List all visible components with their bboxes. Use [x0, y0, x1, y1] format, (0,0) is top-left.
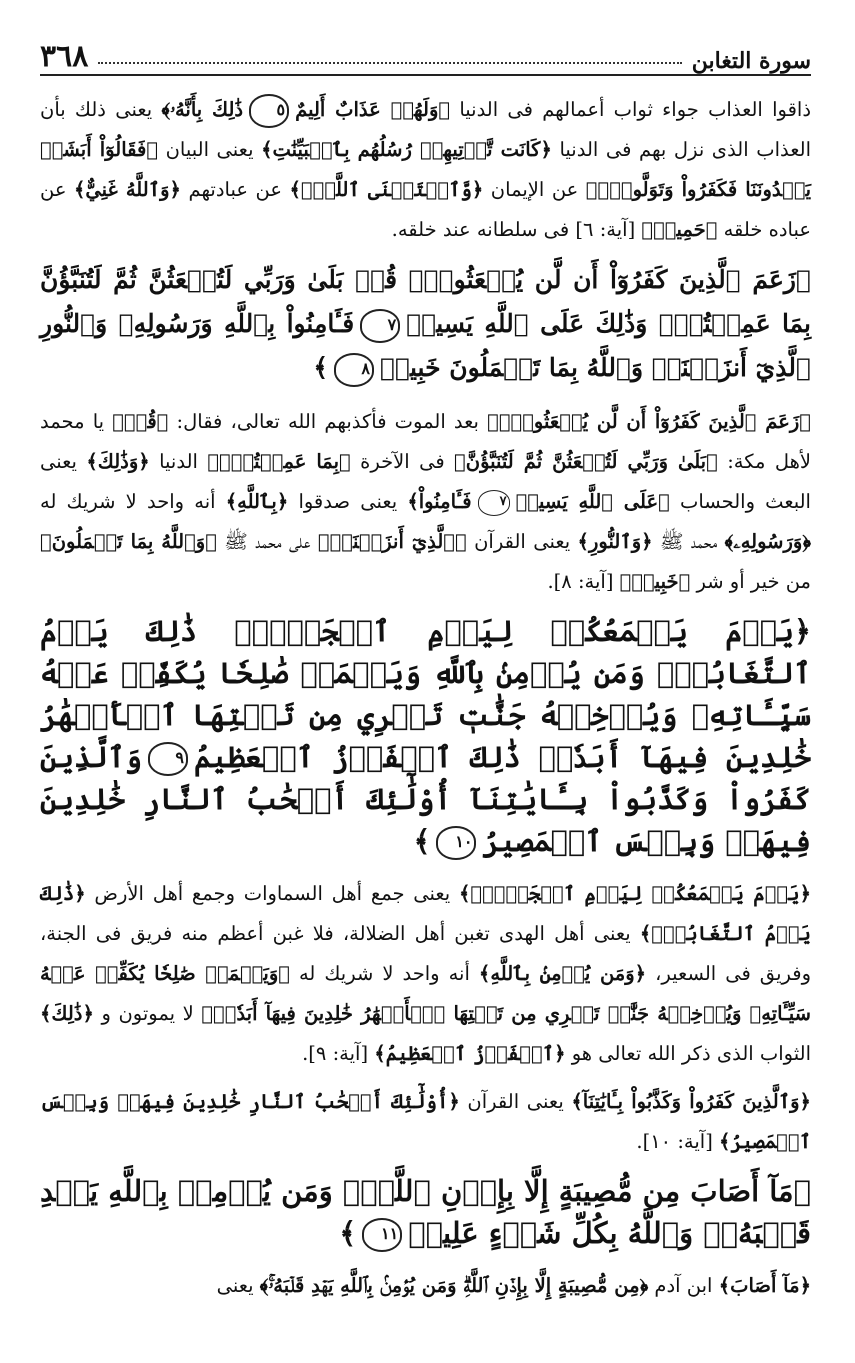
quran-quote: ﴿مَآ أَصَابَ﴾ — [718, 1274, 811, 1297]
quran-quote: ﴿وَيَعۡمَلۡ صَٰلِحٗا يُكَفِّرۡ عَنۡهُ سَيِّـَٔاتِهِۦ وَيُدۡخِلۡهُ جَنَّٰتٖ تَجۡرِي مِن تَحۡتِهَا ٱلۡأَنۡهَٰرُ خَٰلِدِينَ فِيهَآ أَبَدٗاۚ﴾ — [40, 962, 811, 1025]
commentary-text: يعنى القرآن — [466, 530, 578, 553]
quran-quote: ﴿زَعَمَ ٱلَّذِينَ كَفَرُوٓاْ أَن لَّن يُبۡعَثُواْۚ﴾ — [487, 410, 811, 433]
commentary-text: وَٱلَّذِينَ كَفَرُواْ وَكَذَّبُواْ بِـَٔايَٰتِنَآ أُوْلَٰٓئِكَ أَصۡحَٰبُ ٱلنَّارِ خَٰلِدِينَ فِيهَاۖ وَبِئۡسَ ٱلۡمَصِيرُ — [40, 740, 811, 858]
commentary-text: يعنى — [216, 1274, 260, 1297]
quran-quote: ﴿أُوْلَٰٓئِكَ أَصۡحَٰبُ ٱلنَّارِ خَٰلِدِينَ فِيهَاۖ وَبِئۡسَ ٱلۡمَصِيرُ﴾ — [40, 1090, 811, 1153]
commentary-text: من خير أو شر — [690, 570, 811, 593]
commentary-text: محمد ﷺ — [652, 530, 725, 553]
ayah-number-marker: ٨ — [334, 353, 374, 387]
tafsir-paragraph — [40, 874, 811, 1074]
quran-quote: ﴿وَذَٰلِكَ﴾ — [86, 450, 150, 473]
quran-verse-block — [40, 1170, 811, 1254]
tafsir-paragraph — [40, 402, 811, 602]
commentary-text: يعنى ذلك بأن العذاب الذى نزل بهم فى الدنيا — [40, 98, 811, 161]
ayah-number-marker: ١٠ — [436, 826, 476, 860]
quran-quote: ﴿ذَٰلِكَ يَوۡمُ ٱلتَّغَابُنِۗ﴾ — [40, 882, 811, 945]
quran-quote: ﴿وَلَهُمۡ عَذَابٌ أَلِيمٌ — [295, 98, 451, 121]
ayah-number-marker: ٥ — [249, 94, 289, 128]
quran-quote: ﴿قُلۡ﴾ — [112, 410, 169, 433]
commentary-text: فى الآخرة — [350, 450, 455, 473]
commentary-text: الثواب الذى ذكر الله تعالى هو — [565, 1042, 811, 1065]
commentary-text: [آية: ١٠]. — [636, 1130, 720, 1153]
commentary-text: يعنى القرآن — [459, 1090, 572, 1113]
quran-quote: ﴿ٱلَّذِيٓ أَنزَلۡنَاۚ﴾ — [317, 530, 467, 553]
commentary-text: عن الإيمان — [483, 178, 586, 201]
quran-quote: ﴿بِمَا عَمِلۡتُمۡۚ﴾ — [207, 450, 351, 473]
tafsir-paragraph — [40, 1082, 811, 1162]
surah-title: سورة التغابن — [691, 48, 811, 74]
commentary-text: ذاقوا العذاب جواء ثواب أعمالهم فى الدنيا — [450, 98, 811, 121]
commentary-text: عن عبادتهم — [180, 178, 290, 201]
quran-quote: ﴿مِن مُّصِيبَةٍ إِلَّا بِإِذۡنِ ٱللَّهِۗ وَمَن يُؤۡمِنۢ بِٱللَّهِ يَهۡدِ قَلۡبَهُۥۚ﴾ — [259, 1274, 649, 1297]
commentary-text: يعنى صدقوا — [288, 490, 408, 513]
commentary-text: يعنى البيان — [158, 138, 262, 161]
quran-verse-block — [40, 610, 811, 862]
commentary-text: يا محمد لأهل مكة: — [40, 410, 812, 473]
commentary-text: ﴿يَوۡمَ يَجۡمَعُكُمۡ لِيَوۡمِ ٱلۡجَمۡعِۖ ذَٰلِكَ يَوۡمُ ٱلتَّغَابُنِۗ وَمَن يُؤۡمِنۢ بِٱللَّهِ وَيَعۡمَلۡ صَٰلِحٗا يُكَفِّرۡ عَنۡهُ سَيِّـَٔاتِهِۦ وَيُدۡخِلۡهُ جَنَّٰتٖ تَجۡرِي مِن تَحۡتِهَا ٱلۡأَنۡهَٰرُ خَٰلِدِينَ فِيهَآ أَبَدٗاۚ ذَٰلِكَ ٱلۡفَوۡزُ ٱلۡعَظِيمُ — [40, 614, 811, 774]
page-content — [40, 90, 811, 1306]
ayah-number-marker: ٩ — [148, 742, 188, 776]
commentary-text: ﴾ — [313, 353, 328, 382]
quran-quote: ﴿كَانَت تَّأۡتِيهِمۡ رُسُلُهُم بِٱلۡبَيِّنَٰتِ﴾ — [261, 138, 552, 161]
quran-quote: ﴿بِٱللَّهِ﴾ — [225, 490, 289, 513]
quran-quote: ﴿بَلَىٰ وَرَبِّي لَتُبۡعَثُنَّ ثُمَّ لَتُنَبَّؤُنَّ﴾ — [454, 450, 718, 473]
quran-quote: ﴿خَبِيرٞ﴾ — [619, 570, 691, 593]
quran-quote: ﴿وَّٱسۡتَغۡنَى ٱللَّهُۚ﴾ — [289, 178, 484, 201]
commentary-text: ﴿مَآ أَصَابَ مِن مُّصِيبَةٍ إِلَّا بِإِذۡنِ ٱللَّهِۗ وَمَن يُؤۡمِنۢ بِٱللَّهِ يَهۡدِ قَلۡبَهُۥۚ وَٱللَّهُ بِكُلِّ شَيۡءٍ عَلِيمٞ — [40, 1174, 811, 1250]
commentary-text: [آية: ٩]. — [302, 1042, 375, 1065]
commentary-text: فَـَٔامِنُواْ بِٱللَّهِ وَرَسُولِهِۦ وَٱلنُّورِ ٱلَّذِيٓ أَنزَلۡنَاۚ وَٱللَّهُ بِمَا تَعۡمَلُونَ خَبِيرٞ — [40, 309, 811, 382]
page-number: ٣٦٨ — [40, 39, 89, 74]
quran-quote: فَـَٔامِنُواْ﴾ — [407, 490, 472, 513]
quran-quote: ﴿ذَٰلِكَ﴾ — [40, 1002, 94, 1025]
commentary-text: يعنى جمع أهل السماوات وجمع أهل الأرض — [85, 882, 459, 905]
quran-quote: ﴿ٱلۡفَوۡزُ ٱلۡعَظِيمُ﴾ — [374, 1042, 566, 1065]
commentary-text: يعنى البعث والحساب — [40, 450, 811, 513]
quran-quote: ﴿وَمَن يُؤۡمِنۢ بِٱللَّهِ﴾ — [478, 962, 647, 985]
quran-quote: ﴿وَٱللَّهُ غَنِيٌّ﴾ — [73, 178, 181, 201]
commentary-text: [آية: ٦] فى سلطانه عند خلقه. — [391, 218, 642, 241]
commentary-text: ﴾ — [413, 824, 431, 858]
tafsir-paragraph — [40, 90, 811, 250]
ayah-number-marker: ٧ — [360, 309, 400, 343]
quran-verse-block — [40, 258, 811, 390]
quran-quote: ﴿يَوۡمَ يَجۡمَعُكُمۡ لِيَوۡمِ ٱلۡجَمۡعِۖ﴾ — [458, 882, 811, 905]
commentary-text: ﴿زَعَمَ ٱلَّذِينَ كَفَرُوٓاْ أَن لَّن يُبۡعَثُواْۚ قُلۡ بَلَىٰ وَرَبِّي لَتُبۡعَثُنَّ ثُمَّ لَتُنَبَّؤُنَّ بِمَا عَمِلۡتُمۡۚ وَذَٰلِكَ عَلَى ٱللَّهِ يَسِيرٞ — [40, 265, 812, 338]
commentary-text: أنه واحد لا شريك له — [40, 490, 226, 513]
ayah-number-marker: ١١ — [362, 1218, 402, 1252]
quran-quote: ﴿وَرَسُولِهِۦ﴾ — [724, 530, 811, 553]
quran-quote: ﴿فَقَالُوٓاْ أَبَشَرٞ يَهۡدُونَنَا فَكَفَرُواْ وَتَوَلَّواْۚ﴾ — [40, 138, 812, 201]
commentary-text: بعد الموت فأكذبهم الله تعالى، فقال: — [168, 410, 488, 433]
header-dots-leader — [98, 62, 681, 64]
commentary-text: ابن آدم — [648, 1274, 719, 1297]
commentary-text: الدنيا — [149, 450, 208, 473]
commentary-text: عن عباده خلقه — [40, 178, 811, 241]
quran-quote: ﴿وَٱلنُّورِ﴾ — [577, 530, 653, 553]
commentary-text: على محمد ﷺ — [216, 530, 318, 553]
commentary-text: يعنى أهل الهدى تغبن أهل الضلالة، فلا غبن أعظم منه فريق فى الجنة، وفريق فى السعير، — [40, 922, 811, 985]
quran-quote: ﴿وَٱلَّذِينَ كَفَرُواْ وَكَذَّبُواْ بِـَٔايَٰتِنَآ﴾ — [571, 1090, 811, 1113]
quran-quote: ﴿حَمِيدٞ﴾ — [641, 218, 718, 241]
quran-quote: ﴿عَلَى ٱللَّهِ يَسِيرٞ — [515, 490, 670, 513]
commentary-text: [آية: ٨]. — [547, 570, 620, 593]
commentary-text: لا يموتون و — [93, 1002, 202, 1025]
commentary-text: أنه واحد لا شريك له — [289, 962, 479, 985]
commentary-text: ﴾ — [339, 1216, 357, 1250]
quran-quote: ﴿وَٱللَّهُ بِمَا تَعۡمَلُونَ﴾ — [40, 530, 217, 553]
tafsir-paragraph — [40, 1266, 811, 1306]
ayah-number-marker: ٧ — [478, 490, 510, 516]
page-header — [40, 30, 811, 76]
quran-quote: ذَٰلِكَ بِأَنَّهُۥ﴾ — [161, 98, 244, 121]
